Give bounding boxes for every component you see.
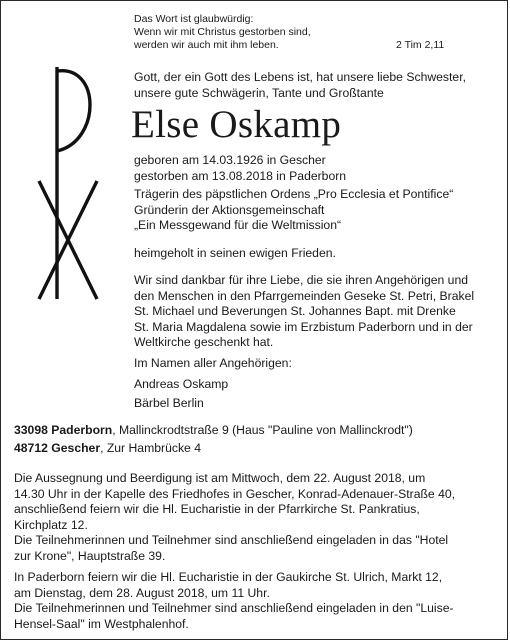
address-line	[14, 441, 413, 457]
address-street: , Mallinckrodtstraße 9 (Haus "Pauline von Mallinckrodt")	[112, 423, 413, 437]
address-line	[14, 423, 413, 439]
honor-line: Gründerin der Aktionsgemeinschaft	[134, 202, 325, 217]
address-postcode-city: 48712 Gescher	[14, 440, 101, 455]
birth-line: geboren am 14.03.1926 in Gescher	[134, 153, 326, 167]
honor-line: „Ein Messgewand für die Weltmission“	[134, 218, 342, 232]
deceased-name: Else Oskamp	[131, 103, 342, 146]
intro-text	[134, 70, 466, 101]
paderborn-line: Die Teilnehmerinnen und Teilnehmer sind anschließend eingeladen in den "Luise-	[14, 601, 454, 615]
verse-reference: 2 Tim 2,11	[396, 39, 445, 51]
funeral-line: Die Teilnehmerinnen und Teilnehmer sind anschließend eingeladen in das "Hotel	[14, 533, 449, 547]
gratitude-line: den Menschen in den Pfarrgemeinden Geseke St. Petri, Brakel	[134, 288, 475, 303]
addresses	[14, 423, 413, 456]
funeral-line: zur Krone", Hauptstraße 39.	[14, 548, 166, 563]
life-dates	[134, 153, 346, 184]
intro-line: unsere gute Schwägerin, Tante und Großtante	[134, 85, 384, 100]
gratitude-paragraph	[134, 273, 474, 351]
gratitude-line: St. Michael und Beverungen St. Johannes Bapt. mit Drenke	[134, 304, 456, 318]
gratitude-line: St. Maria Magdalena sowie im Erzbistum Paderborn und in der	[134, 319, 473, 334]
signatories	[134, 377, 228, 411]
signoff-intro: Im Namen aller Angehörigen:	[134, 356, 292, 370]
funeral-line: Kirchplatz 12.	[14, 517, 88, 532]
intro-line: Gott, der ein Gott des Lebens ist, hat unsere liebe Schwester,	[134, 70, 466, 84]
bible-verse	[134, 13, 311, 52]
honor-line: Trägerin des päpstlichen Ordens „Pro Ecclesia et Pontifice“	[134, 187, 454, 201]
address-street: , Zur Hambrücke 4	[100, 440, 201, 455]
paderborn-line: Hensel-Saal" im Westphalenhof.	[14, 616, 189, 631]
gratitude-line: Wir sind dankbar für ihre Liebe, die sie ihren Angehörigen und	[134, 273, 469, 287]
signatory: Bärbel Berlin	[134, 395, 204, 410]
funeral-line: Die Aussegnung und Beerdigung ist am Mittwoch, dem 22. August 2018, um	[14, 471, 426, 485]
address-postcode-city: 33098 Paderborn	[14, 423, 113, 437]
verse-line: Das Wort ist glaubwürdig:	[134, 13, 254, 25]
verse-line: Wenn wir mit Christus gestorben sind,	[134, 26, 311, 38]
funeral-info	[14, 471, 455, 564]
taken-home-line: heimgeholt in seinen ewigen Frieden.	[134, 246, 336, 260]
honors	[134, 187, 453, 234]
death-line: gestorben am 13.08.2018 in Paderborn	[134, 168, 347, 183]
paderborn-info	[14, 570, 454, 632]
funeral-line: anschließend feiern wir die Hl. Eucharistie in der Pfarrkirche St. Pankratius,	[14, 502, 420, 516]
funeral-line: 14.30 Uhr in der Kapelle des Friedhofes in Gescher, Konrad-Adenauer-Straße 40,	[14, 486, 456, 501]
chi-rho-icon	[37, 63, 99, 301]
gratitude-line: Weltkirche geschenkt hat.	[134, 335, 274, 349]
paderborn-line: In Paderborn feiern wir die Hl. Eucharistie in der Gaukirche St. Ulrich, Markt 12,	[14, 570, 443, 584]
signatory: Andreas Oskamp	[134, 377, 229, 391]
verse-line: werden wir auch mit ihm leben.	[134, 39, 279, 51]
paderborn-line: am Dienstag, dem 28. August 2018, um 11 Uhr.	[14, 585, 270, 600]
